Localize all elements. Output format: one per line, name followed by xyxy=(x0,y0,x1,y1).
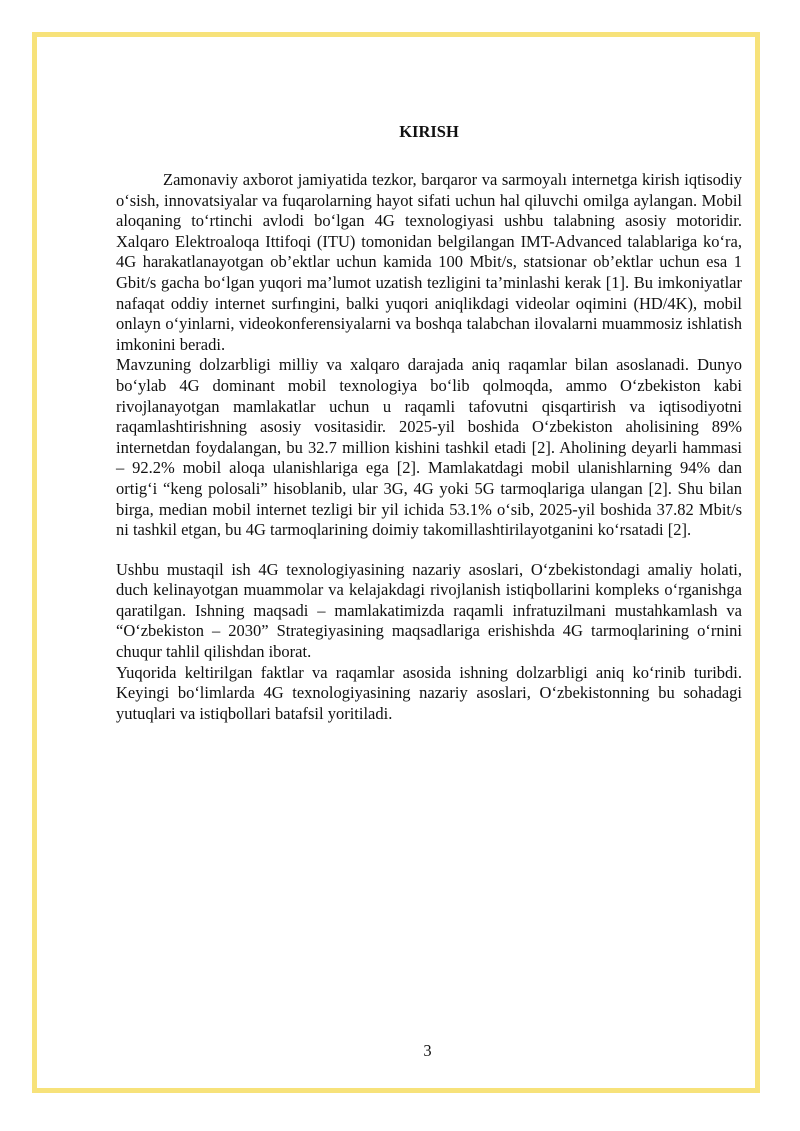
document-body xyxy=(116,112,742,724)
paragraph-relevance: Mavzuning dolzarbligi milliy va xalqaro darajada aniq raqamlar bilan asoslanadi. Dunyo bo‘ylab 4G dominant mobil texnologiya bo‘lib qolmoqda, ammo O‘zbekiston kabi rivojlanayotgan mamlakatlar uchun u raqamli tafovutni qisqartirish va iqtisodiyotni raqamlashtirishning asosiy vositasidir. 2025-yil boshida O‘zbekiston aholisining 89% internetdan foydalangan, bu 32.7 million kishini tashkil etadi [2]. Aholining deyarli hammasi – 92.2% mobil aloqa ulanishlariga ega [2]. Mamlakatdagi mobil ulanishlarning 94% dan ortig‘i “keng polosali” hisoblanib, ular 3G, 4G yoki 5G tarmoqlariga ulangan [2]. Shu bilan birga, median mobil internet tezligi bir yil ichida 53.1% o‘sib, 2025-yil boshida 37.82 Mbit/s ni tashkil etgan, bu 4G tarmoqlarining doimiy takomillashtirilayotganini ko‘rsatadi [2]. xyxy=(116,355,742,540)
paragraph-conclusion: Yuqorida keltirilgan faktlar va raqamlar asosida ishning dolzarbligi aniq ko‘rinib turibdi. Keyingi bo‘limlarda 4G texnologiyasining nazariy asoslari, O‘zbekistonning bu sohadagi yutuqlari va istiqbollari batafsil yoritiladi. xyxy=(116,662,742,723)
page-number: 3 xyxy=(423,1041,432,1060)
section-heading: KIRISH xyxy=(399,122,459,141)
paragraph-intro: Zamonaviy axborot jamiyatida tezkor, barqaror va sarmoyalı internetga kirish iqtisodiy o‘sish, innovatsiyalar va fuqarolarning hayot sifati uchun hal qiluvchi omilga aylangan. Mobil aloqaning to‘rtinchi avlodi bo‘lgan 4G texnologiyasi ushbu talabning asosiy motoridir. Xalqaro Elektroaloqa Ittifoqi (ITU) tomonidan belgilangan IMT-Advanced talablariga ko‘ra, 4G harakatlanayotgan ob’ektlar uchun kamida 100 Mbit/s, statsionar ob’ektlar uchun esa 1 Gbit/s gacha bo‘lgan yuqori ma’lumot uzatish tezligini ta’minlashi kerak [1]. Bu imkoniyatlar nafaqat oddiy internet surfıngini, balki yuqori aniqlikdagi videolar oqimini (HD/4K), mobil onlayn o‘yinlarni, videokonferensiyalarni va boshqa talabchan ilovalarni muammosiz ishlatish imkonini beradi. xyxy=(116,170,742,354)
paragraph-purpose: Ushbu mustaqil ish 4G texnologiyasining nazariy asoslari, O‘zbekistondagi amaliy holati, duch kelinayotgan muammolar va kelajakdagi rivojlanish istiqbollarini kompleks o‘rganishga qaratilgan. Ishning maqsadi – mamlakatimizda raqamli infratuzilmani mustahkamlash va “O‘zbekiston – 2030” Strategiyasining maqsadlariga erishishda 4G tarmoqlarining o‘rnini chuqur tahlil qilishdan iborat. xyxy=(116,559,742,662)
